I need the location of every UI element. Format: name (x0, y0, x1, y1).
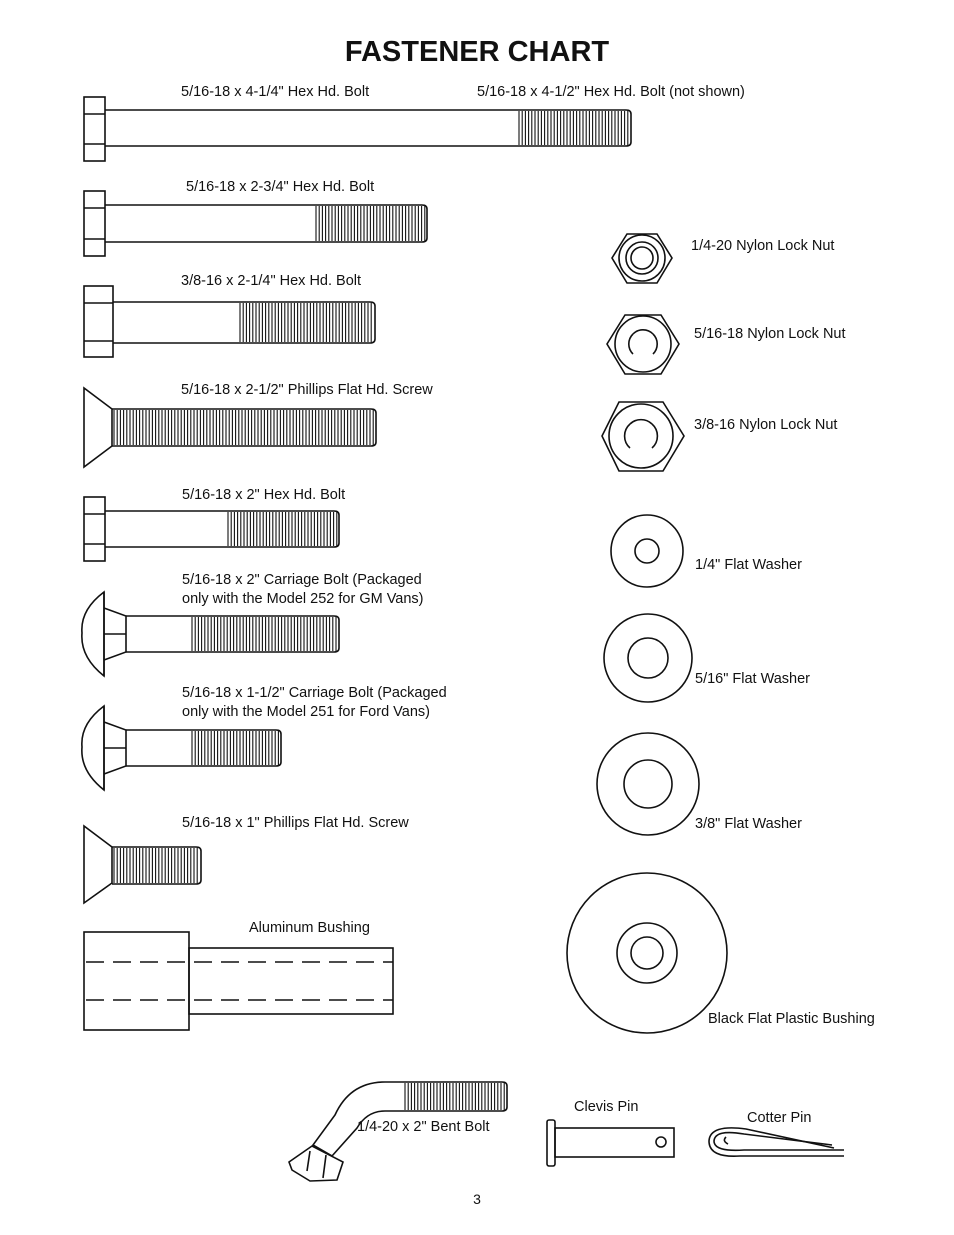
clevis-pin-drawing (547, 1120, 674, 1166)
label-bolt-2: 5/16-18 x 2" Hex Hd. Bolt (182, 487, 346, 503)
carriage-bolt-1-1-2-drawing (82, 706, 281, 790)
label-washer-1-4: 1/4" Flat Washer (695, 557, 802, 573)
flat-head-screw-2-1-2-drawing (84, 388, 376, 467)
label-cotter-pin: Cotter Pin (747, 1110, 812, 1126)
label-bolt-4-1-2: 5/16-18 x 4-1/2" Hex Hd. Bolt (not shown) (477, 84, 745, 100)
aluminum-bushing-drawing (84, 932, 393, 1030)
label-carriage-1-5-line2: only with the Model 251 for Ford Vans) (182, 704, 430, 720)
bent-bolt-drawing (289, 1082, 507, 1181)
nylon-lock-nut-5-16-drawing (607, 315, 679, 374)
label-washer-5-16: 5/16" Flat Washer (695, 671, 811, 687)
flat-washer-1-4-drawing (611, 515, 683, 587)
nylon-lock-nut-1-4-drawing (612, 234, 672, 283)
label-carriage-1-5-line1: 5/16-18 x 1-1/2" Carriage Bolt (Packaged (182, 685, 447, 701)
label-bolt-2-3-4: 5/16-18 x 2-3/4" Hex Hd. Bolt (186, 179, 375, 195)
flat-washer-3-8-drawing (597, 733, 699, 835)
hex-bolt-2-3-4-drawing (84, 191, 427, 256)
cotter-pin-drawing (709, 1128, 844, 1156)
hex-bolt-4-1-4-drawing (84, 97, 631, 161)
label-screw-1: 5/16-18 x 1" Phillips Flat Hd. Screw (182, 815, 409, 831)
page-number: 3 (473, 1191, 481, 1207)
label-nut-1-4: 1/4-20 Nylon Lock Nut (691, 238, 835, 254)
label-nut-5-16: 5/16-18 Nylon Lock Nut (694, 326, 846, 342)
label-carriage-2-line1: 5/16-18 x 2" Carriage Bolt (Packaged (182, 572, 422, 588)
flat-head-screw-1-drawing (84, 826, 201, 903)
flat-washer-5-16-drawing (604, 614, 692, 702)
hex-bolt-2-drawing (84, 497, 339, 561)
label-washer-3-8: 3/8" Flat Washer (695, 816, 802, 832)
label-nut-3-8: 3/8-16 Nylon Lock Nut (694, 417, 838, 433)
plastic-bushing-drawing (567, 873, 727, 1033)
page-title: FASTENER CHART (344, 36, 610, 68)
carriage-bolt-2-drawing (82, 592, 339, 676)
label-plastic-bushing: Black Flat Plastic Bushing (708, 1011, 875, 1027)
label-screw-2-1-2: 5/16-18 x 2-1/2" Phillips Flat Hd. Screw (181, 382, 433, 398)
hex-bolt-3-8-2-1-4-drawing (84, 286, 375, 357)
label-bolt-3-8-2-1-4: 3/8-16 x 2-1/4" Hex Hd. Bolt (181, 273, 362, 289)
label-bent-bolt: 1/4-20 x 2" Bent Bolt (357, 1119, 490, 1135)
label-aluminum-bushing: Aluminum Bushing (249, 920, 370, 936)
label-clevis-pin: Clevis Pin (574, 1099, 639, 1115)
label-carriage-2-line2: only with the Model 252 for GM Vans) (182, 591, 424, 607)
label-bolt-4-1-4: 5/16-18 x 4-1/4" Hex Hd. Bolt (181, 84, 370, 100)
nylon-lock-nut-3-8-drawing (602, 402, 684, 471)
